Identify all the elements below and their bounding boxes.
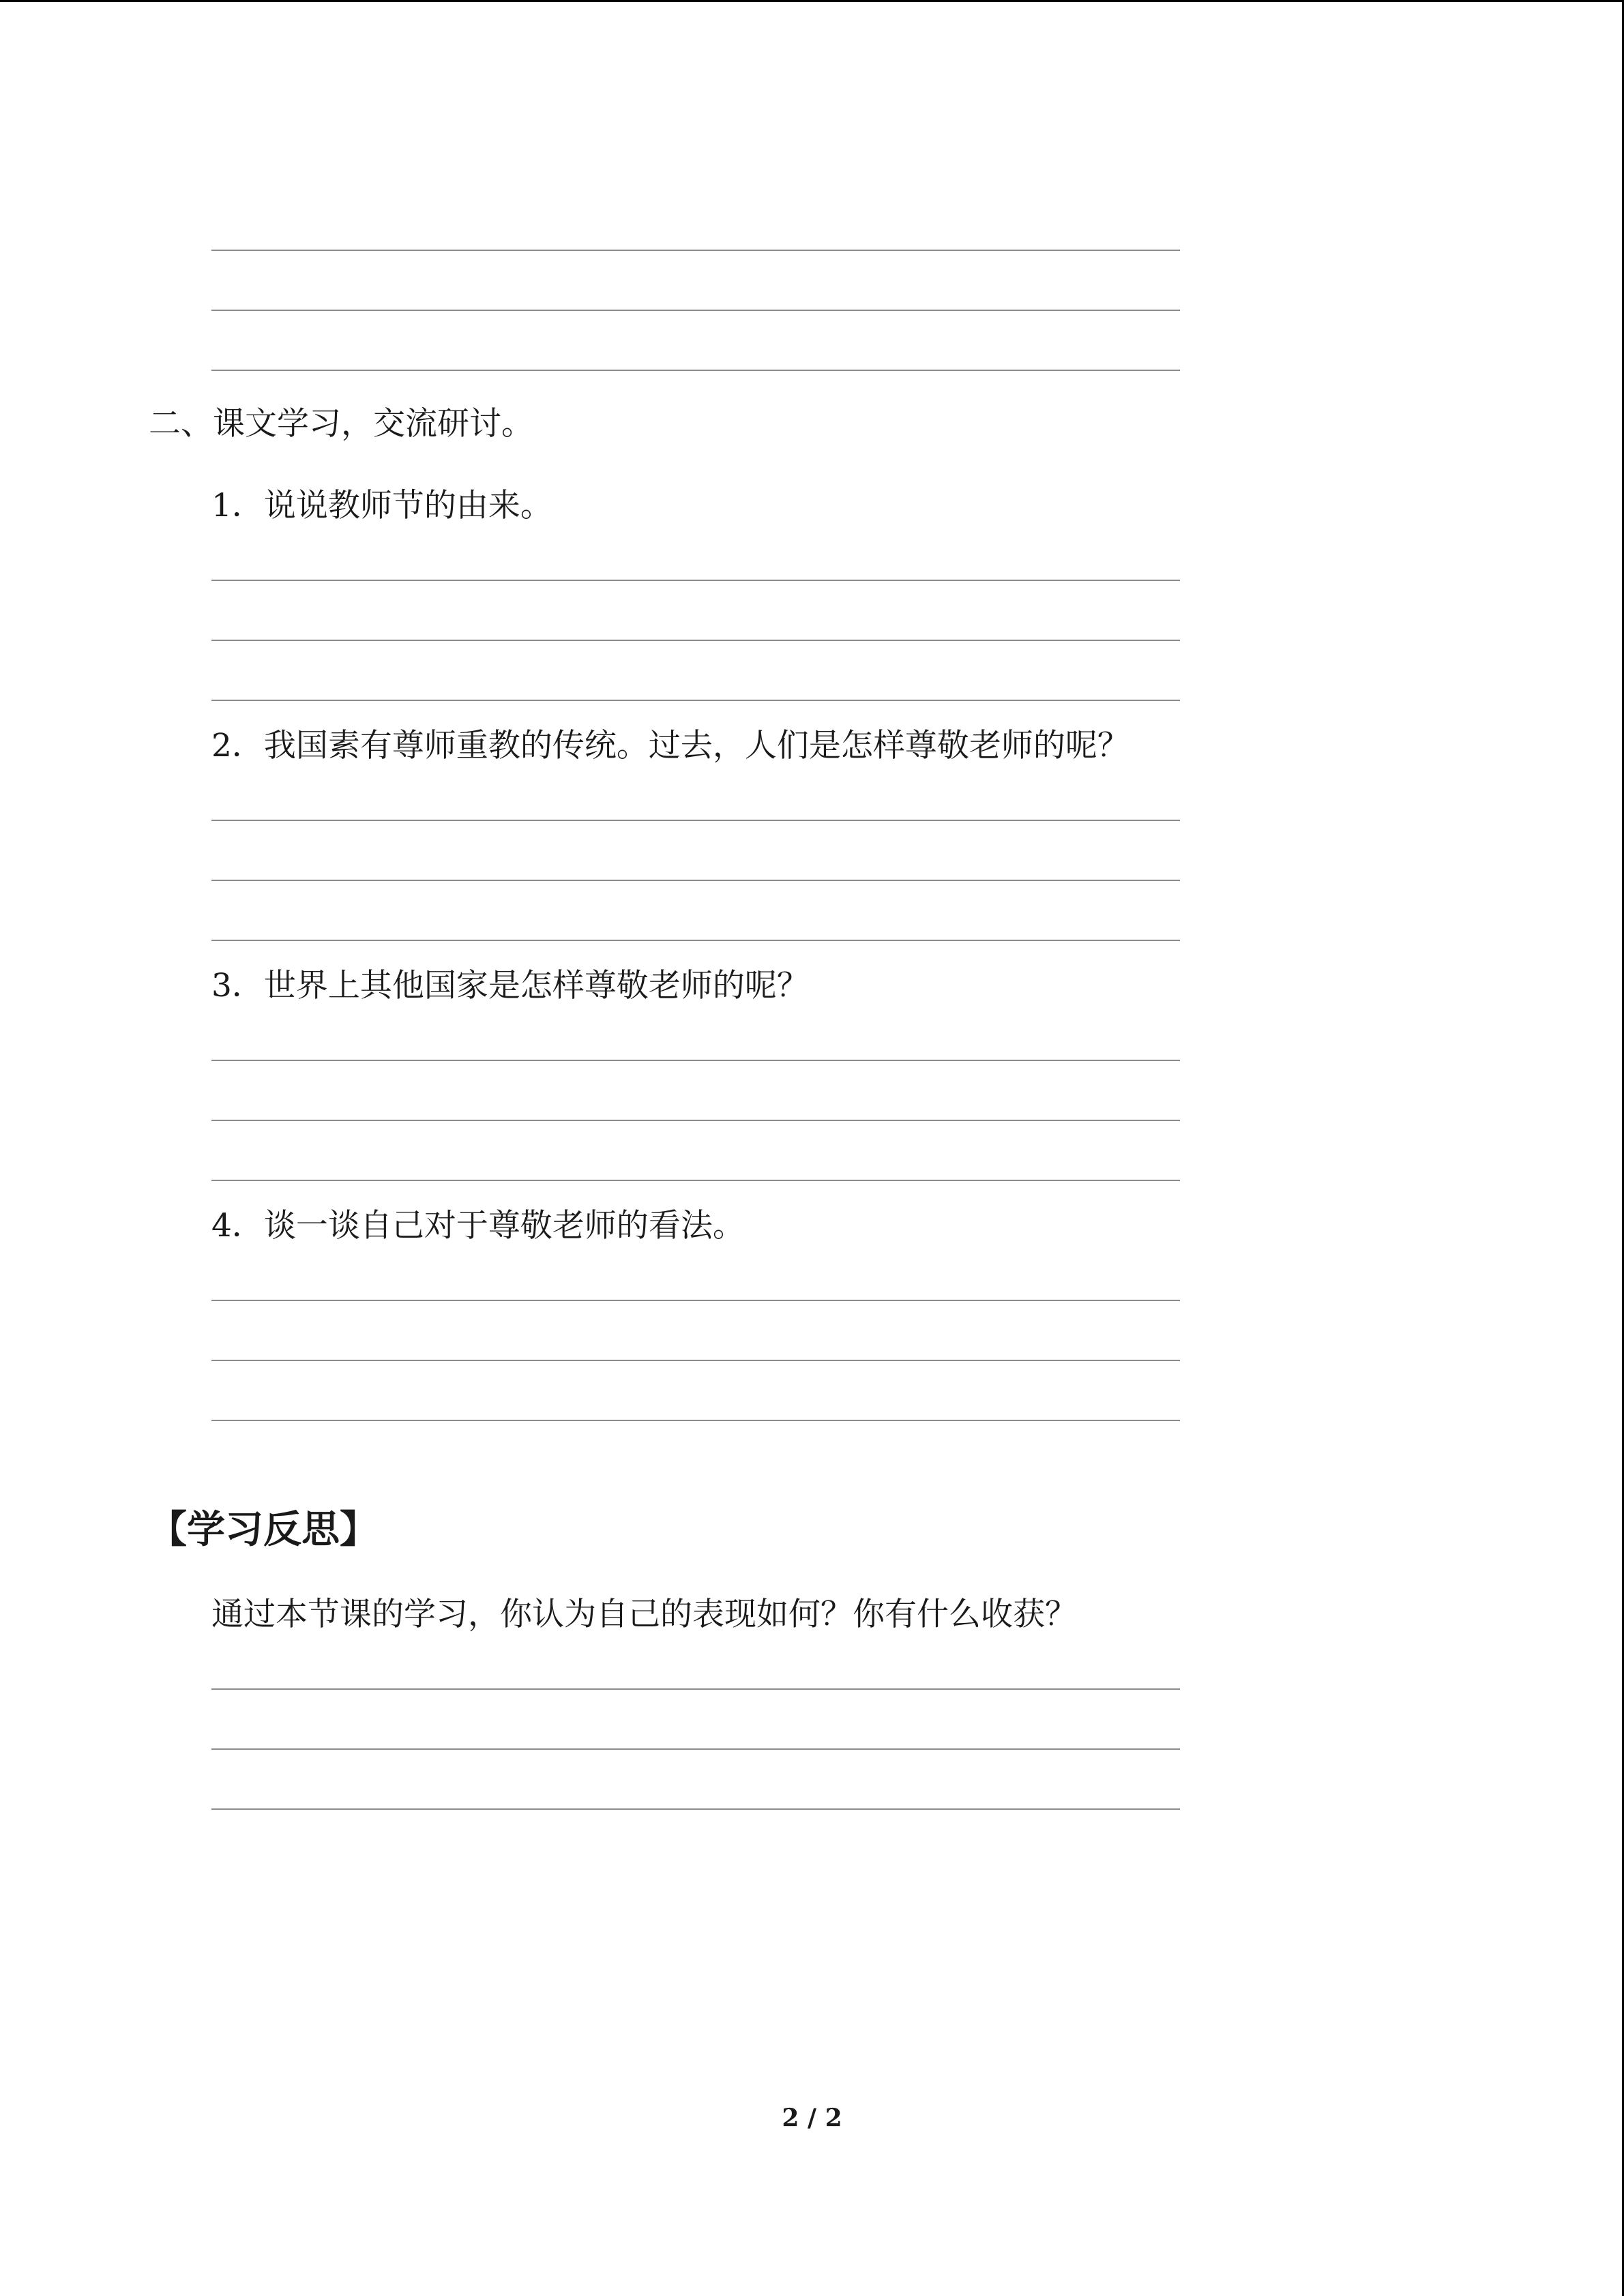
- answer-line: [211, 880, 1180, 881]
- reflection-title: 【学习反思】: [149, 1507, 378, 1552]
- page-top-border: [0, 0, 1624, 2]
- answer-line: [211, 310, 1180, 311]
- question-4: 4．谈一谈自己对于尊敬老师的看法。: [211, 1207, 745, 1244]
- page-number: 2 / 2: [782, 2104, 842, 2132]
- answer-line: [211, 1360, 1180, 1361]
- question-3: 3．世界上其他国家是怎样尊敬老师的呢？: [211, 967, 809, 1004]
- answer-line: [211, 1420, 1180, 1421]
- answer-line: [211, 1120, 1180, 1121]
- answer-line: [211, 250, 1180, 251]
- question-1: 1．说说教师节的由来。: [211, 487, 552, 524]
- answer-line: [211, 640, 1180, 641]
- reflection-prompt: 通过本节课的学习，你认为自己的表现如何？你有什么收获？: [211, 1596, 1077, 1633]
- answer-line: [211, 370, 1180, 371]
- answer-line: [211, 1180, 1180, 1181]
- answer-line: [211, 1748, 1180, 1750]
- answer-line: [211, 580, 1180, 581]
- answer-line: [211, 1688, 1180, 1690]
- answer-line: [211, 940, 1180, 941]
- answer-line: [211, 1300, 1180, 1301]
- answer-line: [211, 700, 1180, 701]
- answer-line: [211, 820, 1180, 821]
- section-title: 二、课文学习，交流研讨。: [149, 405, 533, 443]
- question-2: 2．我国素有尊师重教的传统。过去，人们是怎样尊敬老师的呢？: [211, 727, 1130, 764]
- answer-line: [211, 1060, 1180, 1061]
- answer-line: [211, 1808, 1180, 1810]
